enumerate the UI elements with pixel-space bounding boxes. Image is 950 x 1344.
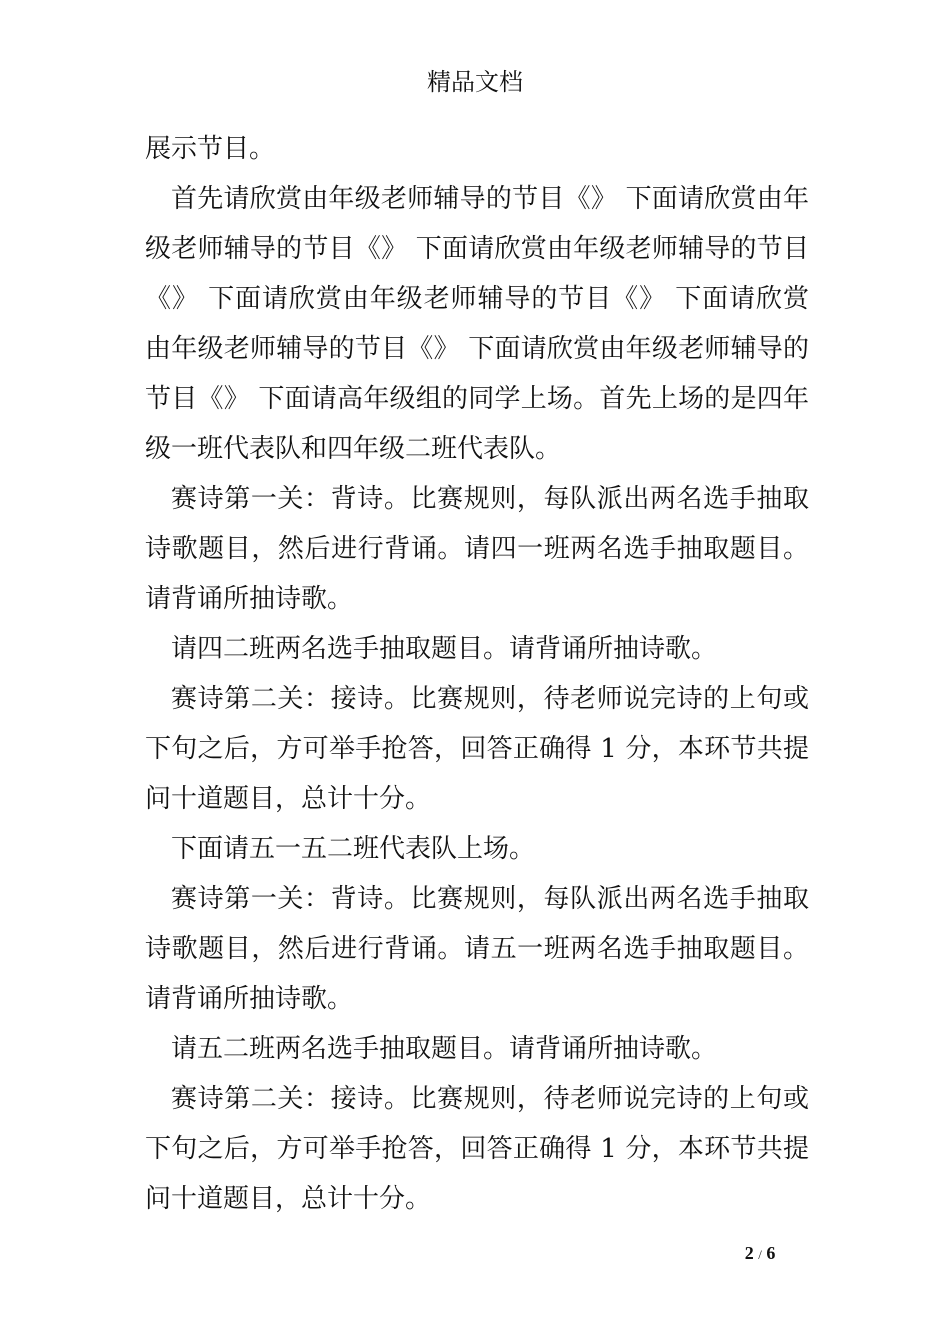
page-separator: / [758, 1247, 762, 1262]
paragraph: 请四二班两名选手抽取题目。请背诵所抽诗歌。 [171, 634, 718, 664]
page-number [730, 1240, 790, 1268]
page-header-title: 精品文档 [427, 68, 523, 96]
paragraph: 展示节目。 [145, 134, 276, 164]
paragraph: 赛诗第二关：接诗。比赛规则，待老师说完诗的上句或下句之后，方可举手抢答，回答正确得 1 分，本环节共提问十道题目，总计十分。 [145, 1084, 809, 1214]
current-page: 2 [744, 1243, 754, 1263]
paragraph: 赛诗第一关：背诗。比赛规则，每队派出两名选手抽取诗歌题目，然后进行背诵。请四一班两名选手抽取题目。请背诵所抽诗歌。 [145, 484, 809, 614]
paragraph: 下面请五一五二班代表队上场。 [171, 834, 536, 864]
paragraph: 赛诗第二关：接诗。比赛规则，待老师说完诗的上句或下句之后，方可举手抢答，回答正确得 1 分，本环节共提问十道题目，总计十分。 [145, 684, 809, 814]
paragraph: 赛诗第一关：背诗。比赛规则，每队派出两名选手抽取诗歌题目，然后进行背诵。请五一班两名选手抽取题目。请背诵所抽诗歌。 [145, 884, 809, 1014]
total-pages: 6 [766, 1243, 776, 1263]
paragraph: 请五二班两名选手抽取题目。请背诵所抽诗歌。 [171, 1034, 718, 1064]
document-body [145, 124, 809, 1224]
paragraph: 首先请欣赏由年级老师辅导的节目《》 下面请欣赏由年级老师辅导的节目《》 下面请欣赏由年级老师辅导的节目《》 下面请欣赏由年级老师辅导的节目《》 下面请欣赏由年级老师辅导的节目《》 下面请欣赏由年级老师辅导的节目《》 下面请高年级组的同学上场。首先上场的是四年级一班代表队和四年级二班代表队。 [145, 184, 809, 464]
